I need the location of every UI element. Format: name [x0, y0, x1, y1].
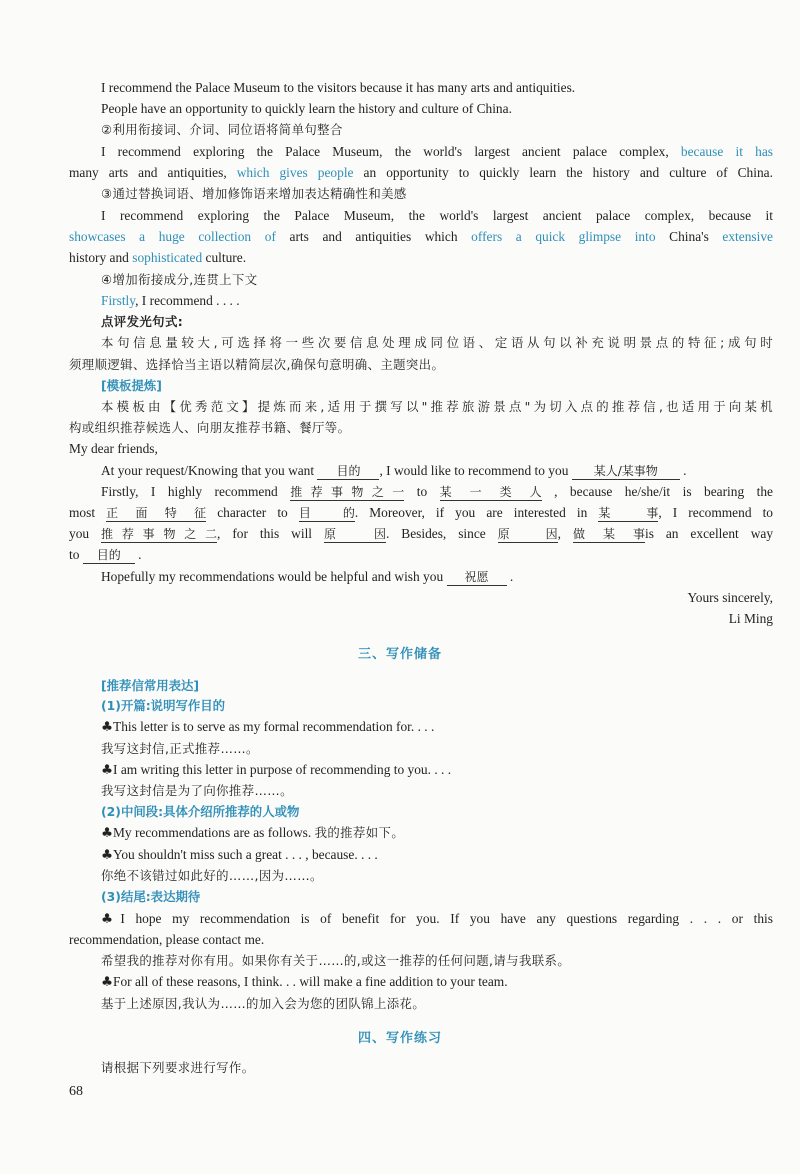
subsection-ending-title: (3)结尾:表达期待	[101, 889, 201, 904]
template-text: .	[683, 463, 687, 478]
expression-en-1	[101, 718, 773, 737]
club-icon: ♣	[101, 763, 114, 778]
club-icon: ♣	[101, 975, 114, 990]
step3-text-f: culture.	[205, 250, 247, 265]
template-text: to	[416, 484, 428, 499]
step3-title: ③通过替换词语、增加修饰语来增加表达精确性和美感	[101, 186, 407, 201]
comment-title: 点评发光句式:	[101, 314, 184, 329]
blank-purpose: 目的	[83, 548, 135, 564]
template-text: , I recommend to	[658, 505, 773, 520]
blank-reason: 原因	[323, 527, 386, 541]
template-text: .	[138, 547, 142, 562]
template-text: At your request/Knowing that you want	[101, 463, 315, 478]
template-text: you	[69, 526, 90, 541]
club-icon: ♣	[101, 848, 114, 863]
blank-do-something: 做某事	[572, 527, 645, 541]
expression-en-4	[101, 846, 773, 865]
expression-cn-4: 你绝不该错过如此好的……,因为……。	[101, 868, 323, 883]
template-text: , because he/she/it is bearing the	[554, 484, 773, 499]
expression-text-cn: 我的推荐如下。	[314, 825, 405, 840]
template-signature: Li Ming	[728, 611, 773, 626]
expression-en-5b: recommendation, please contact me.	[69, 932, 265, 947]
expression-cn-2: 我写这封信是为了向你推荐……。	[101, 783, 293, 798]
template-text: , I would like to recommend to you	[379, 463, 569, 478]
expression-en-5a	[101, 910, 773, 929]
template-text: Hopefully my recommendations would be helpful and wish you	[101, 569, 444, 584]
comment-line-1: 本句信息量较大,可选择将一些次要信息处理成同位语、定语从句以补充说明景点的特征;成句时	[101, 335, 773, 350]
step3-para-line2	[69, 228, 773, 246]
step2-title: ②利用衔接词、介词、同位语将简单句整合	[101, 122, 343, 137]
template-line-6	[101, 568, 773, 586]
subsection-middle-title: (2)中间段:具体介绍所推荐的人或物	[101, 804, 300, 819]
blank-someone: 某人/某事物	[572, 464, 680, 480]
blank-item-two: 推荐事物之二	[101, 527, 218, 541]
step3-text-d: China's	[669, 229, 709, 244]
expression-text: I hope my recommendation is of benefit for you. If you have any questions regarding . . . or this	[120, 911, 773, 926]
template-line-2	[101, 483, 773, 501]
step2-para-line1	[101, 143, 773, 161]
template-closing: Yours sincerely,	[687, 590, 773, 605]
expression-cn-1: 我写这封信,正式推荐……。	[101, 741, 259, 756]
step2-text-a: I recommend exploring the Palace Museum, the world's largest ancient palace complex,	[101, 144, 669, 159]
template-text: most	[69, 505, 96, 520]
template-text: . Besides, since	[385, 526, 486, 541]
blank-category: 某一类人	[439, 485, 542, 499]
step3-highlight-offers: offers a quick glimpse into	[471, 229, 656, 244]
step2-text-b: many arts and antiquities,	[69, 165, 227, 180]
expression-en-6	[101, 973, 773, 992]
intro-line-2: People have an opportunity to quickly learn the history and culture of China.	[101, 101, 512, 116]
step2-highlight-because: because it has	[680, 144, 773, 159]
step2-highlight-which: which gives people	[236, 165, 354, 180]
club-icon: ♣	[101, 912, 121, 927]
expression-en-2	[101, 761, 773, 780]
blank-wish: 祝愿	[447, 570, 507, 586]
template-text: character to	[217, 505, 288, 520]
template-text: .	[509, 569, 514, 584]
subsection-opening-title: (1)开篇:说明写作目的	[101, 698, 226, 713]
step4-title: ④增加衔接成分,连贯上下文	[101, 272, 258, 287]
step4-text: , I recommend . . . .	[135, 293, 240, 308]
step3-text-e: history and	[69, 250, 129, 265]
expression-en-3	[101, 824, 773, 843]
template-desc-line-1: 本模板由【优秀范文】提炼而来,适用于撰写以"推荐旅游景点"为切入点的推荐信,也适用于向某机	[101, 399, 773, 414]
intro-line-1: I recommend the Palace Museum to the visitors because it has many arts and antiquities.	[101, 80, 576, 95]
expression-text: I am writing this letter in purpose of recommending to you. . . .	[113, 762, 452, 777]
step2-para-line2	[69, 164, 773, 182]
blank-reason: 原因	[497, 527, 558, 541]
template-text: to	[69, 547, 80, 562]
comment-line-2: 须理顺逻辑、选择恰当主语以精简层次,确保句意明确、主题突出。	[69, 357, 445, 372]
step3-highlight-extensive: extensive	[722, 229, 773, 244]
practice-instruction: 请根据下列要求进行写作。	[101, 1060, 255, 1075]
template-text: , for this will	[217, 526, 313, 541]
template-text: ,	[557, 526, 562, 541]
blank-something: 某事	[598, 506, 659, 520]
club-icon: ♣	[101, 720, 114, 735]
expression-cn-6: 基于上述原因,我认为……的加入会为您的团队锦上添花。	[101, 996, 426, 1011]
expression-text: My recommendations are as follows.	[113, 825, 312, 840]
template-line-3	[69, 504, 773, 522]
step4-line	[101, 292, 773, 310]
expression-text: You shouldn't miss such a great . . . , because. . . .	[113, 847, 378, 862]
expression-text: For all of these reasons, I think. . . will make a fine addition to your team.	[113, 974, 508, 989]
section-heading-writing-reserve: 三、写作储备	[357, 647, 442, 662]
template-line-4	[69, 525, 773, 543]
section-heading-writing-practice: 四、写作练习	[357, 1031, 442, 1046]
blank-feature: 正面特征	[106, 506, 207, 520]
step3-para-line1: I recommend exploring the Palace Museum, the world's largest ancient palace complex, because it	[101, 208, 773, 223]
step2-text-c: an opportunity to quickly learn the history and culture of China.	[363, 165, 773, 180]
expressions-box-title: [推荐信常用表达]	[101, 678, 200, 693]
blank-item-one: 推荐事物之一	[290, 485, 405, 499]
step3-text-b: arts and antiquities which	[289, 229, 458, 244]
template-title: [模板提炼]	[101, 378, 162, 393]
template-line-1	[101, 462, 773, 480]
page-number: 68	[69, 1084, 83, 1099]
step3-highlight-sophisticated: sophisticated	[132, 250, 203, 265]
step4-highlight-firstly: Firstly	[101, 293, 136, 308]
template-desc-line-2: 构或组织推荐候选人、向朋友推荐书籍、餐厅等。	[69, 420, 351, 435]
template-text: . Moreover, if you are interested in	[354, 505, 588, 520]
expression-text: This letter is to serve as my formal recommendation for. . . .	[113, 719, 435, 734]
template-text: Firstly, I highly recommend	[101, 484, 278, 499]
step3-highlight-showcases: showcases a huge collection of	[69, 229, 276, 244]
expression-cn-5: 希望我的推荐对你有用。如果你有关于……的,或这一推荐的任何问题,请与我联系。	[101, 953, 571, 968]
blank-purpose: 目的	[298, 506, 355, 520]
template-line-5	[69, 546, 773, 564]
template-greeting: My dear friends,	[69, 441, 158, 456]
blank-purpose: 目的	[317, 464, 379, 480]
step3-para-line3	[69, 249, 773, 267]
club-icon: ♣	[101, 826, 114, 841]
template-text: is an excellent way	[644, 526, 774, 541]
